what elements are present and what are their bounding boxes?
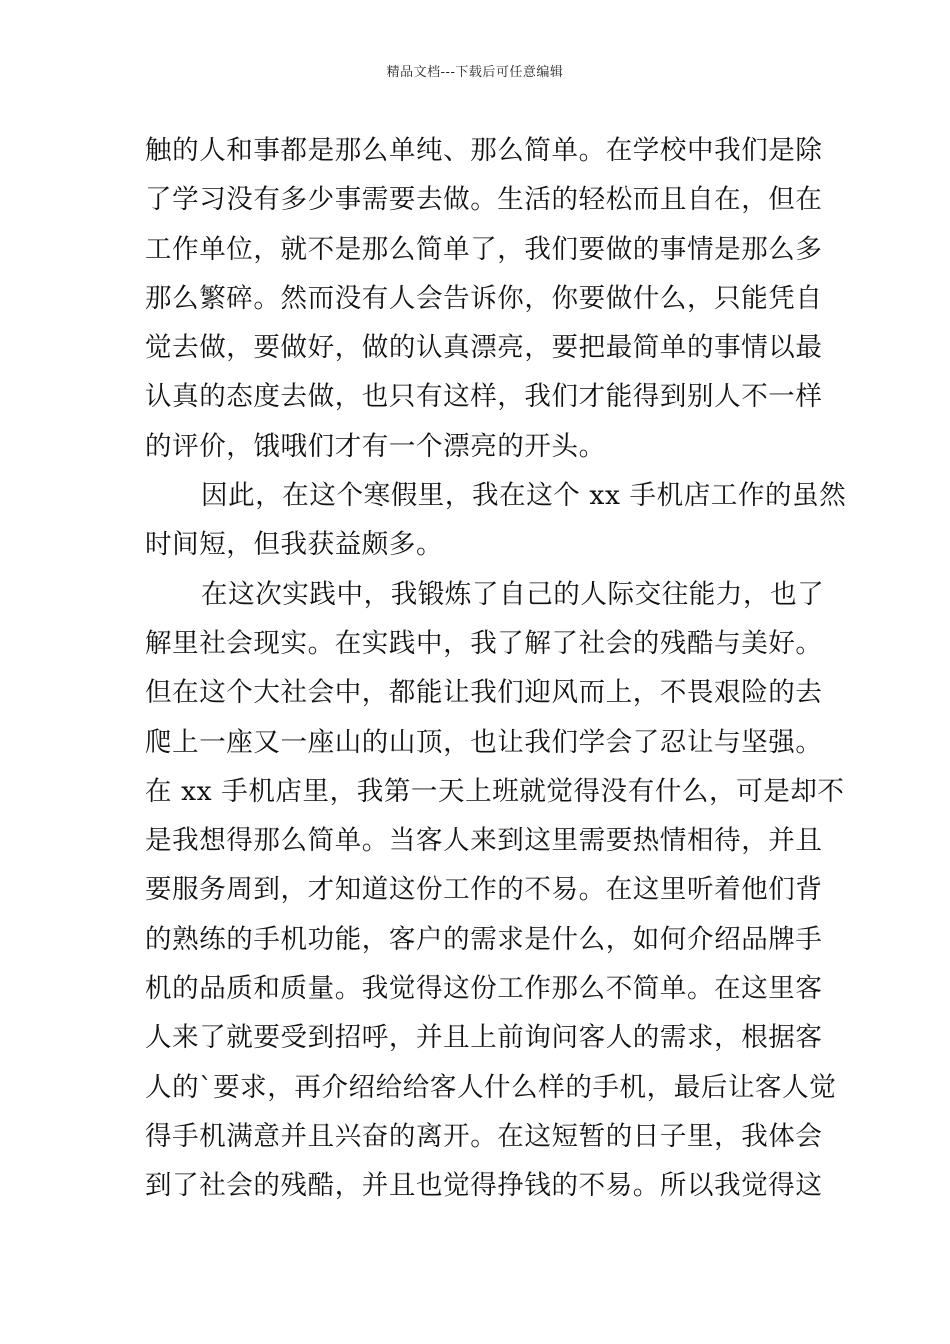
document-body	[145, 126, 847, 1211]
text-line: 解里社会现实。在实践中，我了解了社会的残酷与美好。	[145, 627, 823, 659]
text-line: 那么繁碎。然而没有人会告诉你，你要做什么，只能凭自	[145, 282, 823, 314]
text-line: 但在这个大社会中，都能让我们迎风而上，不畏艰险的去	[145, 677, 823, 709]
paragraph	[145, 471, 847, 570]
text-line: 在这次实践中，我锻炼了自己的人际交往能力，也了	[201, 578, 825, 610]
paragraph	[145, 126, 823, 471]
text-line: 到了社会的残酷，并且也觉得挣钱的不易。所以我觉得这	[145, 1170, 823, 1202]
text-line: 人来了就要受到招呼，并且上前询问客人的需求，根据客	[145, 1022, 823, 1054]
text-line: 在 xx 手机店里，我第一天上班就觉得没有什么，可是却不	[145, 775, 845, 807]
text-line: 人的`要求，再介绍给给客人什么样的手机，最后让客人觉	[145, 1071, 837, 1103]
text-line: 因此，在这个寒假里，我在这个 xx 手机店工作的虽然	[201, 480, 847, 512]
paragraph	[145, 570, 845, 1211]
text-line: 的评价，饿哦们才有一个漂亮的开头。	[145, 430, 606, 462]
text-line: 要服务周到，才知道这份工作的不易。在这里听着他们背	[145, 874, 823, 906]
text-line: 机的品质和质量。我觉得这份工作那么不简单。在这里客	[145, 973, 823, 1005]
text-line: 的熟练的手机功能，客户的需求是什么，如何介绍品牌手	[145, 923, 823, 955]
page-header: 精品文档---下载后可任意编辑	[386, 65, 564, 80]
text-line: 时间短，但我获益颇多。	[145, 529, 444, 561]
text-line: 工作单位，就不是那么简单了，我们要做的事情是那么多	[145, 233, 823, 265]
text-line: 爬上一座又一座山的山顶，也让我们学会了忍让与坚强。	[145, 726, 823, 758]
text-line: 了学习没有多少事需要去做。生活的轻松而且自在，但在	[145, 184, 823, 216]
text-line: 是我想得那么简单。当客人来到这里需要热情相待，并且	[145, 825, 823, 857]
text-line: 认真的态度去做，也只有这样，我们才能得到别人不一样	[145, 381, 823, 413]
text-line: 觉去做，要做好，做的认真漂亮，要把最简单的事情以最	[145, 332, 823, 364]
text-line: 得手机满意并且兴奋的离开。在这短暂的日子里，我体会	[145, 1120, 823, 1152]
text-line: 触的人和事都是那么单纯、那么简单。在学校中我们是除	[145, 135, 823, 166]
